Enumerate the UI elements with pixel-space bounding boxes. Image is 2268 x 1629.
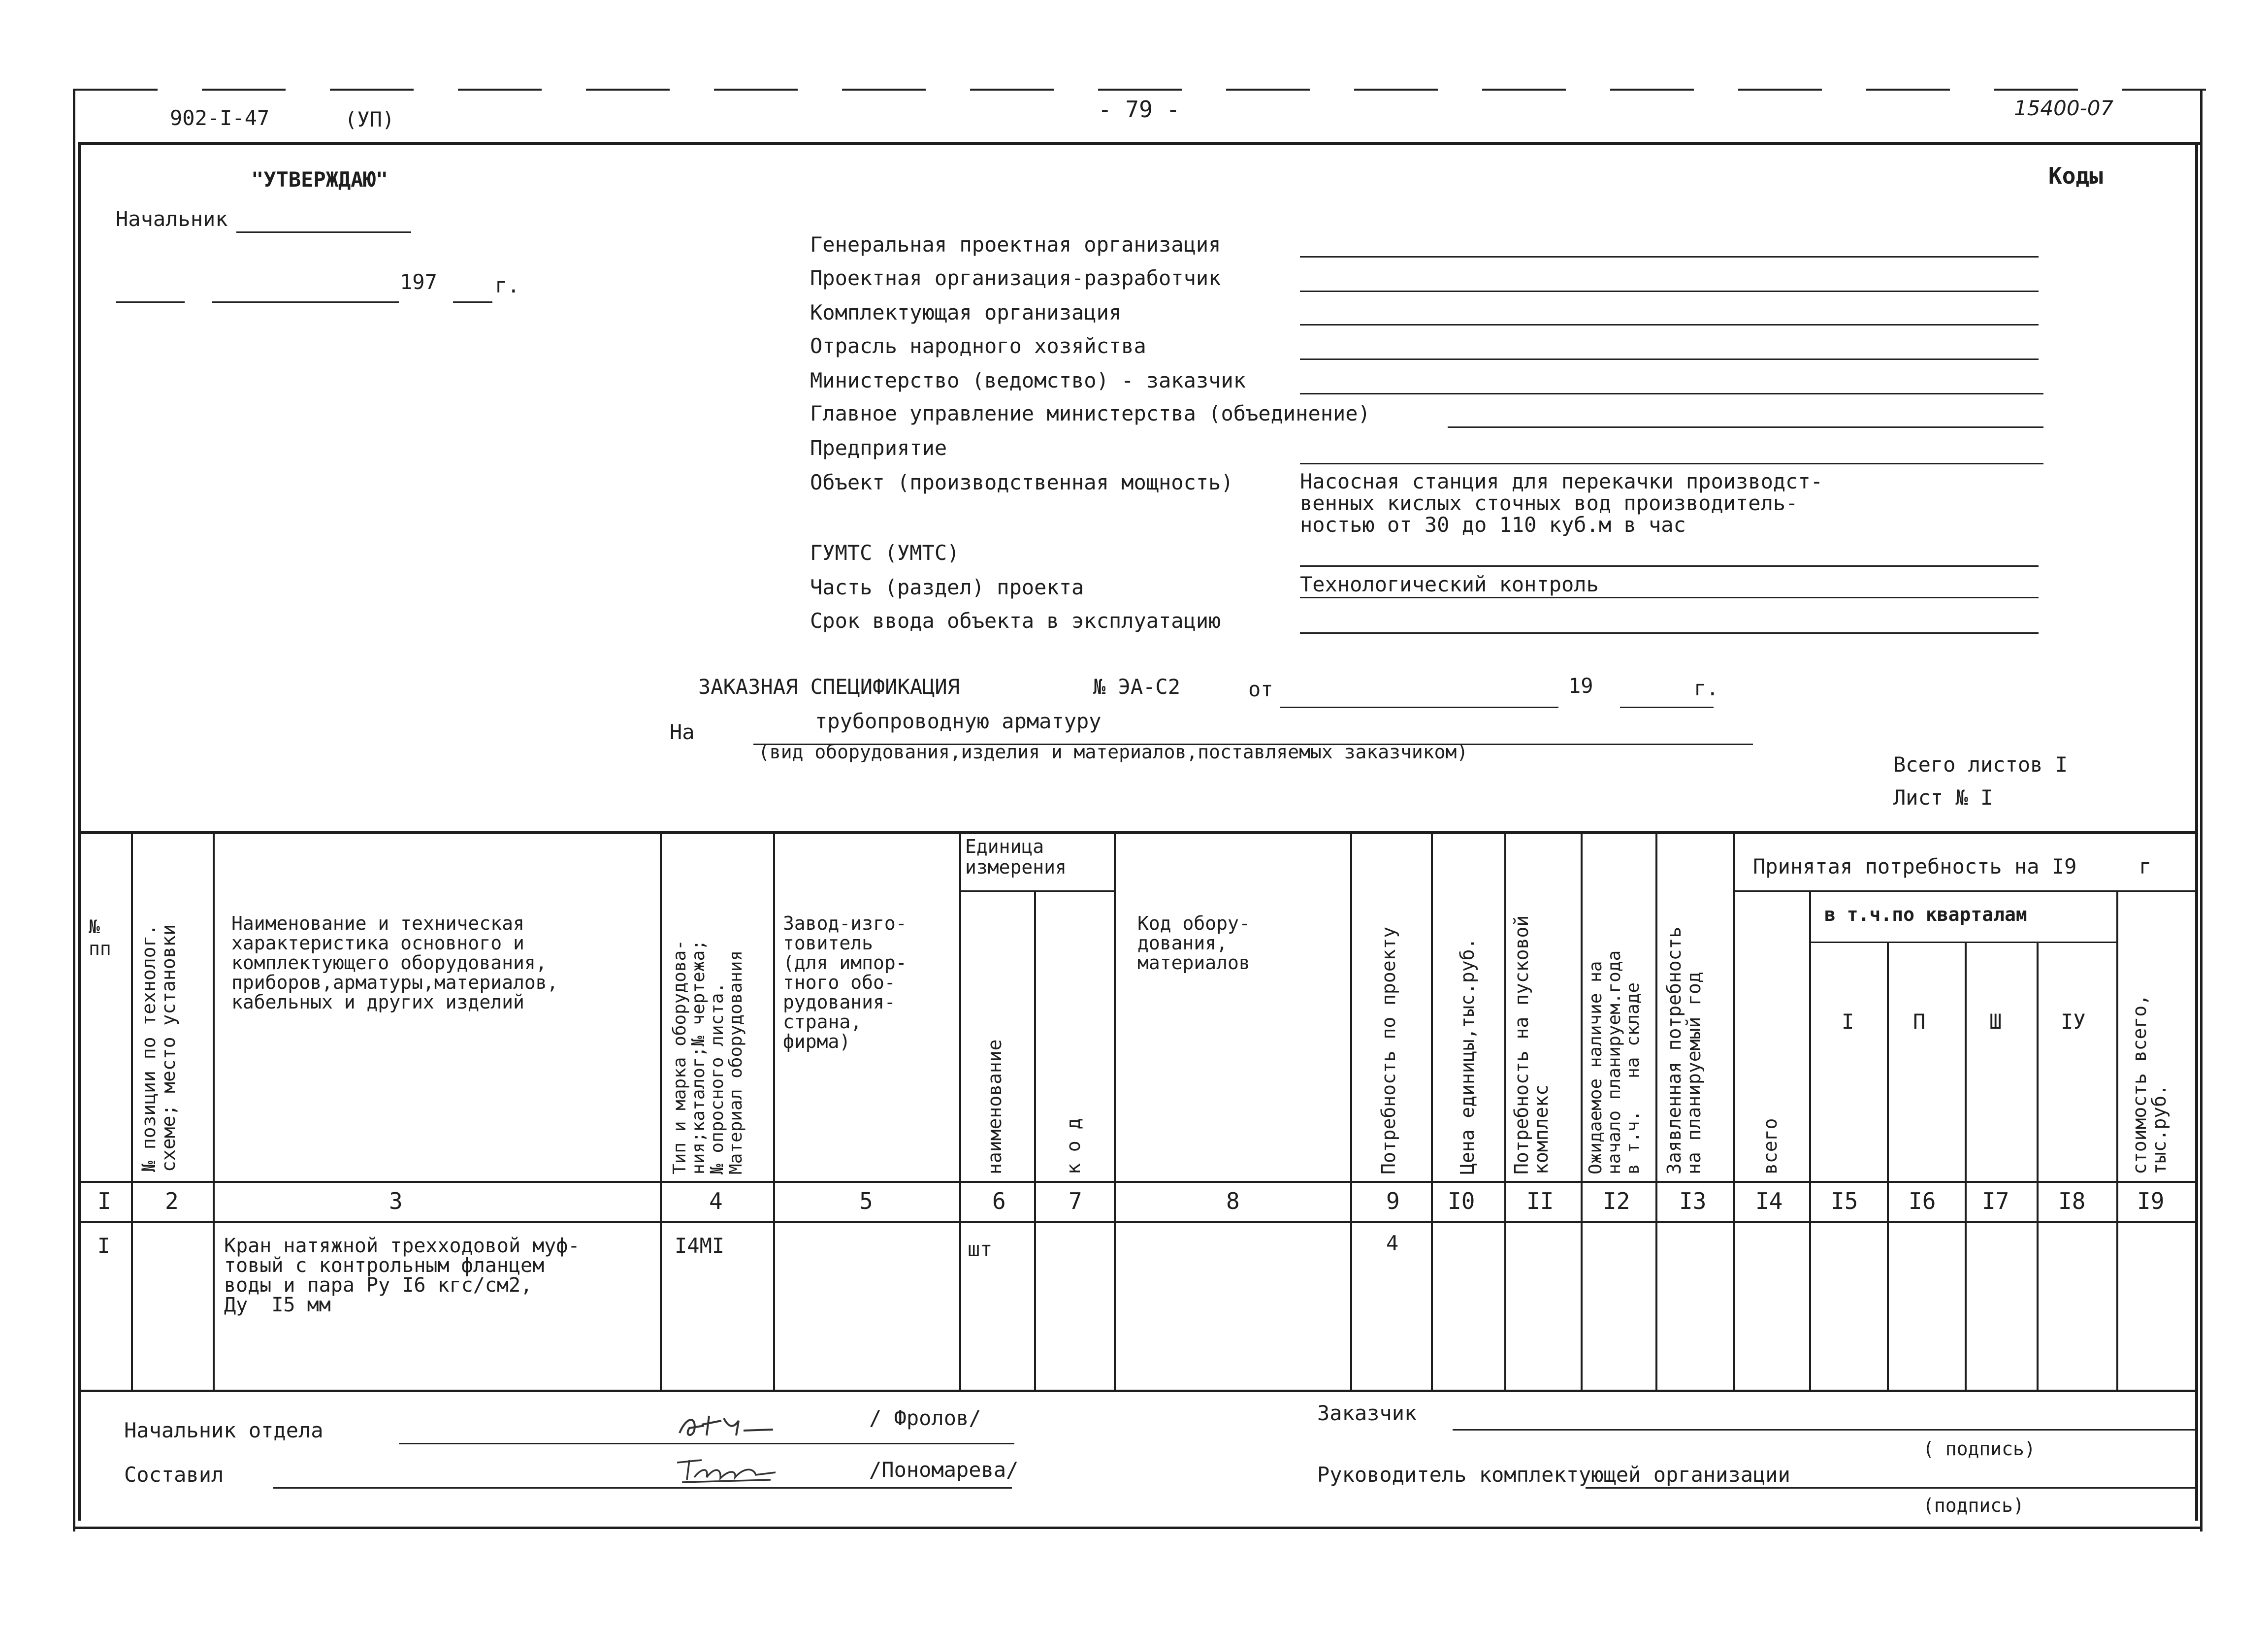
colnum-7: 7 xyxy=(1069,1188,1082,1214)
colnum-8: 8 xyxy=(1226,1188,1240,1214)
colnum-10: I0 xyxy=(1448,1188,1475,1214)
header-manufacturer: Завод-изго- товитель (для импор- тного обо- рудования- страна, фирма) xyxy=(783,912,907,1052)
compiled-signature xyxy=(672,1453,785,1487)
field-line-enterprise xyxy=(1300,463,2043,464)
supply-head-sign-line xyxy=(1586,1487,2196,1489)
spec-subject-caption: (вид оборудования,изделия и материалов,поставляемых заказчиком) xyxy=(758,741,1468,763)
header-q4: IУ xyxy=(2061,1010,2086,1034)
field-label-main-directorate: Главное управление министерства (объединение) xyxy=(810,401,1370,425)
dept-head-label: Начальник отдела xyxy=(124,1418,324,1442)
row-name: Кран натяжной трехходовой муф- товый с контрольным фланцем воды и пара Ру I6 кгс/см2, Ду I5 мм xyxy=(224,1235,580,1316)
total-sheets: Всего листов I xyxy=(1893,752,2068,777)
colnum-13: I3 xyxy=(1679,1188,1707,1214)
field-line-supply-org xyxy=(1300,324,2039,326)
col-divider-8 xyxy=(1350,831,1352,1390)
field-label-object: Объект (производственная мощность) xyxy=(810,470,1233,494)
spec-subject: трубопроводную арматуру xyxy=(815,709,1102,733)
header-expected: Ожидаемое наличие на начало планируем.года в т.ч. на складе xyxy=(1586,950,1643,1174)
header-launch-need: Потребность на пусковой комплекс xyxy=(1511,915,1552,1174)
header-type: Тип и марка оборудова- ния;каталог;№ чертежа; № опросного листа. Материал оборудования xyxy=(670,940,746,1174)
col-divider-5 xyxy=(959,831,961,1390)
header-cost: стоимость всего, тыс.руб. xyxy=(2129,994,2170,1174)
dept-head-name: / Фролов/ xyxy=(869,1406,981,1430)
header-q2: П xyxy=(1913,1010,1926,1034)
header-unit-name: наименование xyxy=(984,1039,1005,1174)
field-line-ministry xyxy=(1300,393,2043,394)
col-divider-12 xyxy=(1655,831,1657,1390)
approval-stamp: "УТВЕРЖДАЮ" xyxy=(251,167,389,192)
header-q1: I xyxy=(1842,1010,1854,1034)
field-label-supply-org: Комплектующая организация xyxy=(810,300,1122,325)
row-unit: шт xyxy=(968,1237,993,1261)
top-dashed-border xyxy=(74,89,2216,91)
colnum-9: 9 xyxy=(1386,1188,1400,1214)
column-numbers-top-line xyxy=(78,1181,2198,1183)
table-bottom-line xyxy=(78,1390,2198,1392)
spec-from-label: от xyxy=(1248,677,1273,701)
colnum-15: I5 xyxy=(1831,1188,1858,1214)
colnum-4: 4 xyxy=(709,1188,723,1214)
dept-head-signature xyxy=(675,1406,788,1445)
sign-caption-1: ( подпись) xyxy=(1923,1438,2036,1460)
compiled-name: /Пономарева/ xyxy=(869,1458,1019,1482)
field-value-object-1: Насосная станция для перекачки производст- xyxy=(1300,469,1823,493)
spec-year-label: 19 xyxy=(1568,674,1593,698)
compiled-label: Составил xyxy=(124,1463,224,1487)
colnum-18: I8 xyxy=(2058,1188,2086,1214)
col-divider-9 xyxy=(1431,831,1433,1390)
col-divider-6 xyxy=(1034,890,1036,1390)
field-label-project-part: Часть (раздел) проекта xyxy=(810,575,1084,599)
quarters-group-line xyxy=(1810,942,2118,943)
codes-label: Коды xyxy=(2048,163,2103,189)
colnum-2: 2 xyxy=(165,1188,179,1214)
frame-left-edge xyxy=(73,89,75,1531)
compiled-sign-line xyxy=(273,1487,1012,1489)
customer-sign-line xyxy=(1453,1429,2196,1431)
page-number: - 79 - xyxy=(1098,96,1180,123)
spec-na-label: На xyxy=(670,720,695,744)
col-divider-16 xyxy=(1965,942,1967,1390)
field-line-project-part xyxy=(1300,597,2039,598)
field-label-design-org: Проектная организация-разработчик xyxy=(810,266,1221,290)
field-line-industry xyxy=(1300,358,2039,360)
col-divider-11 xyxy=(1581,831,1583,1390)
chief-label: Начальник xyxy=(116,207,228,231)
sign-caption-2: (подпись) xyxy=(1923,1495,2024,1516)
spec-date-line xyxy=(1280,707,1558,708)
row-type: I4MI xyxy=(675,1234,725,1258)
col-divider-4 xyxy=(773,831,775,1390)
field-label-industry: Отрасль народного хозяйства xyxy=(810,334,1146,358)
column-numbers-bottom-line xyxy=(78,1221,2198,1223)
colnum-12: I2 xyxy=(1603,1188,1630,1214)
approval-year: 197 xyxy=(400,270,437,294)
field-label-general-org: Генеральная проектная организация xyxy=(810,232,1221,257)
doc-code-paren: (УП) xyxy=(345,107,395,131)
date-month-line xyxy=(212,301,399,303)
field-line-main-directorate xyxy=(1448,426,2043,428)
unit-group-line xyxy=(960,890,1115,892)
col-divider-18 xyxy=(2116,890,2118,1390)
col-divider-7 xyxy=(1114,831,1116,1390)
row-need: 4 xyxy=(1386,1231,1399,1255)
spec-year-suffix: г. xyxy=(1694,676,1719,700)
col-divider-2 xyxy=(213,831,215,1390)
accepted-group-line xyxy=(1734,890,2198,892)
frame-bottom-edge xyxy=(73,1527,2203,1529)
col-divider-10 xyxy=(1504,831,1506,1390)
colnum-16: I6 xyxy=(1909,1188,1936,1214)
header-declared: Заявленная потребность на планируемый год xyxy=(1663,926,1705,1174)
colnum-3: 3 xyxy=(389,1188,403,1214)
col-divider-15 xyxy=(1887,942,1889,1390)
col-divider-3 xyxy=(660,831,662,1390)
colnum-17: I7 xyxy=(1982,1188,2009,1214)
header-row-number: № пп xyxy=(89,916,111,959)
field-value-project-part: Технологический контроль xyxy=(1300,572,1599,596)
field-label-gumts: ГУМТС (УМТС) xyxy=(810,541,960,565)
col-divider-1 xyxy=(131,831,133,1390)
field-line-general-org xyxy=(1300,256,2039,258)
doc-code-left: 902-I-47 xyxy=(170,106,270,130)
col-divider-17 xyxy=(2037,942,2039,1390)
spec-number: № ЭА-С2 xyxy=(1093,675,1181,699)
field-label-enterprise: Предприятие xyxy=(810,436,947,460)
field-label-commissioning: Срок ввода объекта в эксплуатацию xyxy=(810,609,1221,633)
header-name: Наименование и техническая характеристика основного и комплектующего оборудования, приборов,арматуры,материалов, кабельных и других изделий xyxy=(231,912,558,1013)
field-value-object-3: ностью от 30 до 110 куб.м в час xyxy=(1300,513,1686,537)
header-accepted-group: Принятая потребность на I9 г xyxy=(1753,854,2152,879)
colnum-1: I xyxy=(97,1188,111,1214)
colnum-5: 5 xyxy=(859,1188,873,1214)
inner-top-border xyxy=(78,142,2200,145)
spec-title: ЗАКАЗНАЯ СПЕЦИФИКАЦИЯ xyxy=(698,675,960,699)
field-line-design-org xyxy=(1300,291,2039,292)
colnum-19: I9 xyxy=(2137,1188,2165,1214)
header-unit-code: к о д xyxy=(1063,1118,1084,1174)
colnum-14: I4 xyxy=(1755,1188,1783,1214)
header-total: всего xyxy=(1759,1118,1781,1174)
customer-label: Заказчик xyxy=(1317,1401,1417,1425)
approval-year-suffix: г. xyxy=(495,273,520,297)
supply-head-label: Руководитель комплектующей организации xyxy=(1317,1463,1790,1487)
header-unit-group: Единица измерения xyxy=(965,836,1067,878)
header-need: Потребность по проекту xyxy=(1378,926,1399,1174)
header-equipment-code: Код обору- дования, материалов xyxy=(1137,912,1250,974)
frame-right-edge xyxy=(2200,89,2203,1531)
table-top-line xyxy=(78,831,2198,834)
field-label-ministry: Министерство (ведомство) - заказчик xyxy=(810,368,1246,392)
col-divider-14 xyxy=(1809,890,1811,1390)
header-position: № позиции по технолог. схеме; место установки xyxy=(138,924,179,1172)
field-value-object-2: венных кислых сточных вод производитель- xyxy=(1300,491,1798,515)
chief-name-line xyxy=(236,231,411,233)
header-quarters-group: в т.ч.по кварталам xyxy=(1824,904,2027,925)
header-price: Цена единицы,тыс.руб. xyxy=(1457,938,1478,1174)
doc-code-right: 15400-07 xyxy=(2014,96,2114,120)
spec-year-line xyxy=(1620,707,1714,708)
col-divider-13 xyxy=(1733,831,1735,1390)
date-day-line xyxy=(116,301,185,303)
colnum-11: II xyxy=(1526,1188,1554,1214)
colnum-6: 6 xyxy=(992,1188,1006,1214)
field-line-gumts xyxy=(1300,565,2039,567)
year-digit-line xyxy=(453,301,492,303)
header-q3: Ш xyxy=(1989,1010,2002,1034)
field-line-commissioning xyxy=(1300,632,2039,634)
row-number: I xyxy=(97,1234,110,1258)
sheet-number: Лист № I xyxy=(1893,785,1993,810)
